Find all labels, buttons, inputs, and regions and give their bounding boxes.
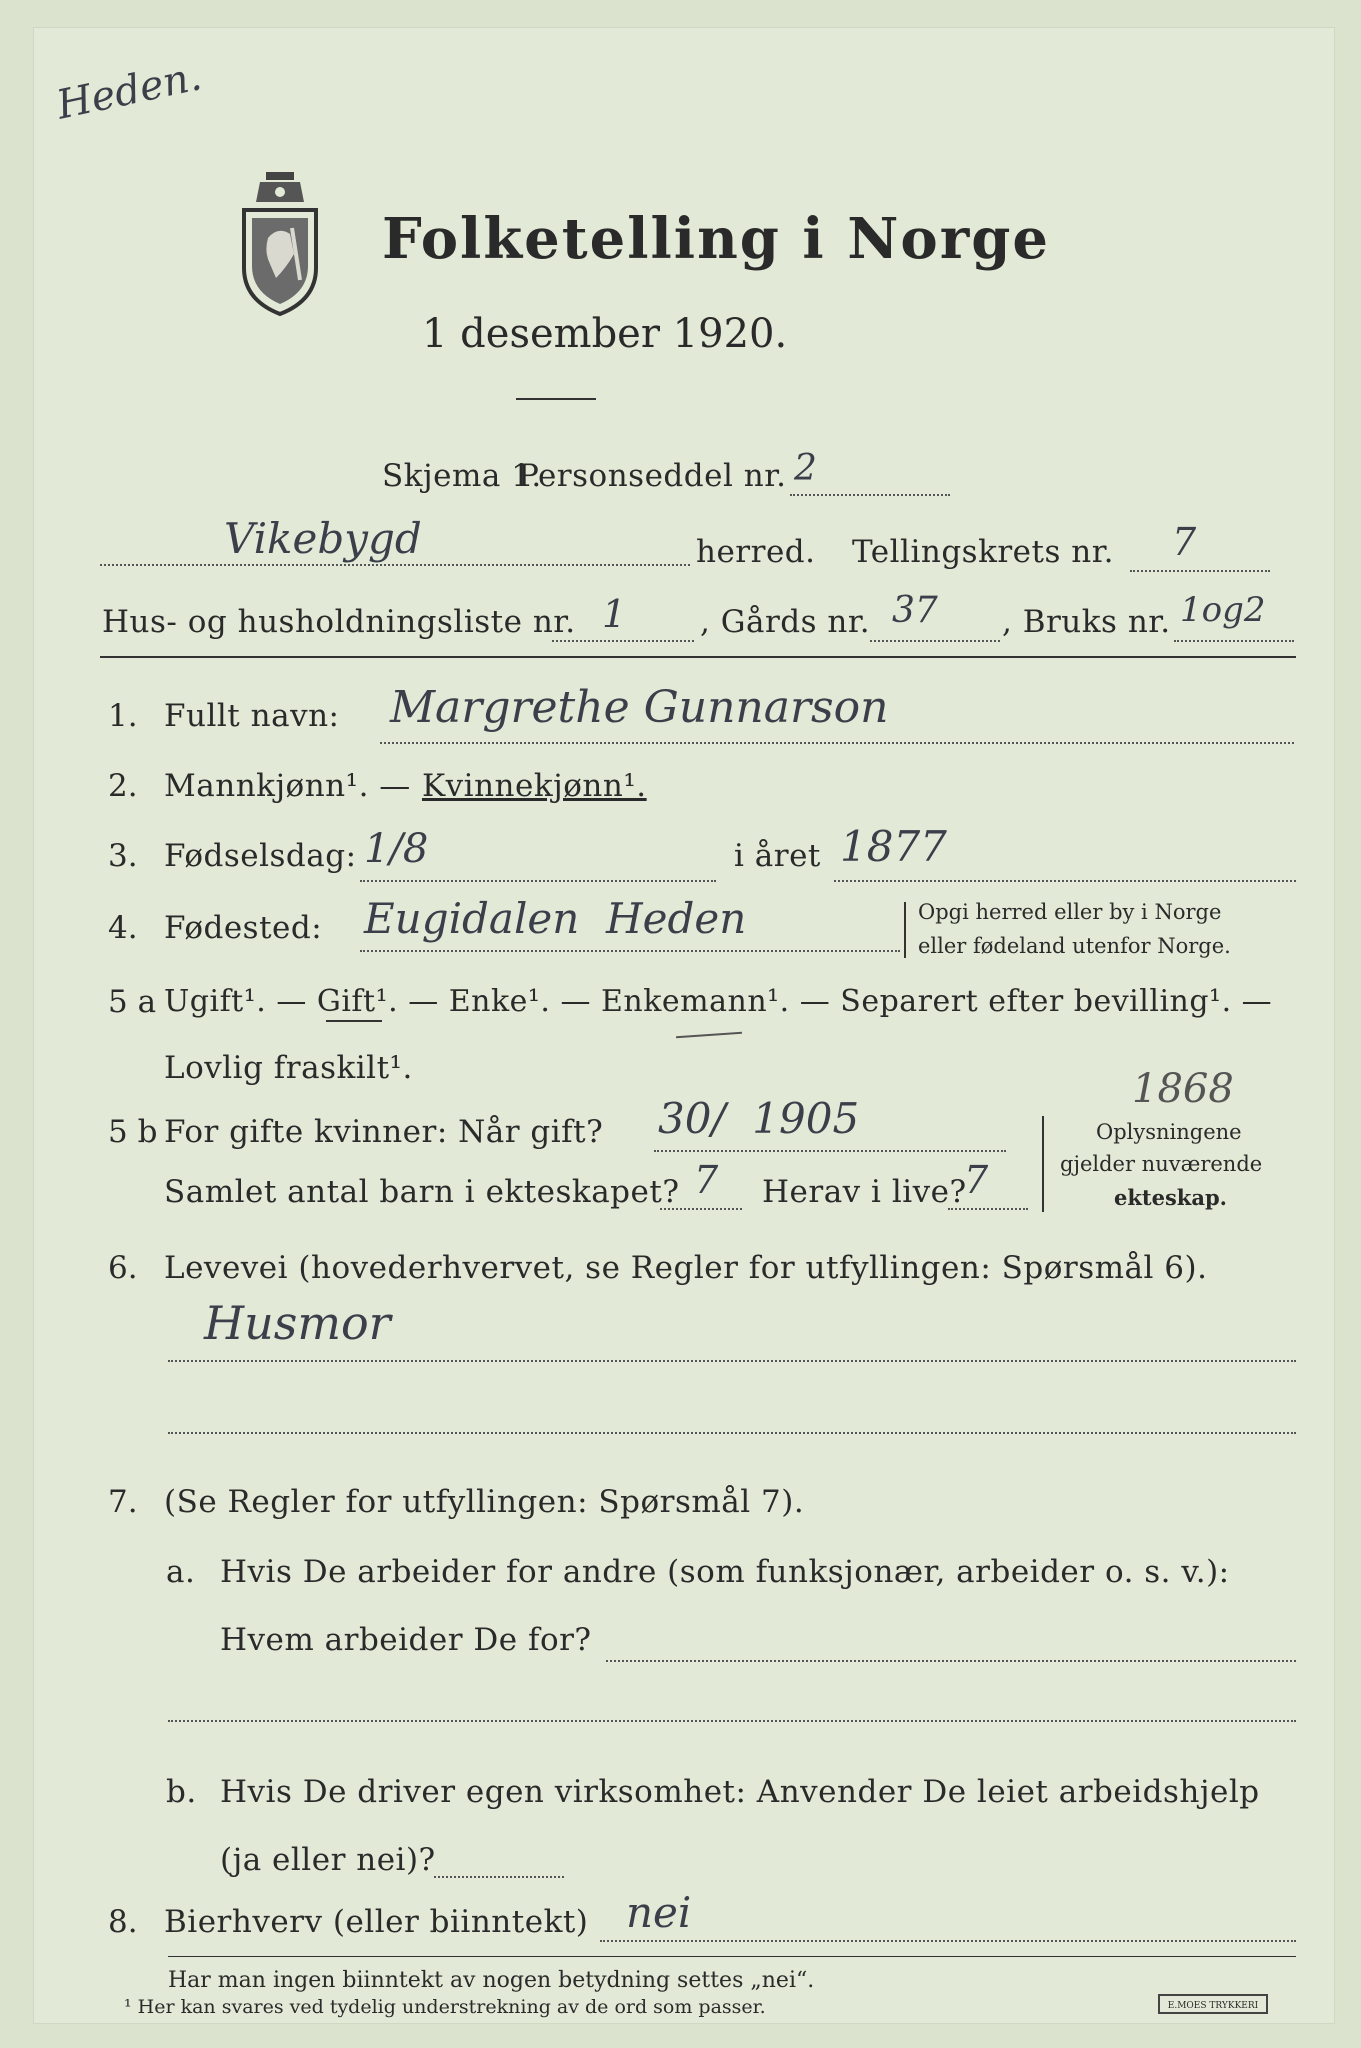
q7-number: 7. — [108, 1484, 138, 1520]
year-label: i året — [734, 838, 821, 874]
q2-number: 2. — [108, 768, 138, 804]
employer-line1 — [606, 1660, 1296, 1662]
form-title: Folketelling i Norge — [382, 206, 1051, 272]
bruks-line — [1174, 640, 1294, 642]
bruks-label: , Bruks nr. — [1002, 604, 1171, 640]
married-label: For gifte kvinner: Når gift? — [164, 1114, 604, 1150]
gift-underline — [326, 1020, 382, 1022]
occupation-line1 — [168, 1360, 1296, 1362]
alive-value[interactable]: 7 — [964, 1158, 989, 1202]
birth-year-value[interactable]: 1877 — [840, 822, 947, 871]
q5b-note-line3: ekteskap. — [1114, 1185, 1227, 1210]
q5a-number: 5 a — [108, 984, 157, 1020]
printer-stamp: E.MOES TRYKKERI — [1158, 1994, 1268, 2014]
children-line — [660, 1208, 742, 1210]
personseddel-value[interactable]: 2 — [794, 448, 817, 489]
q7a-letter: a. — [166, 1554, 196, 1590]
side-income-line — [600, 1940, 1296, 1942]
personseddel-line — [790, 494, 950, 496]
birthplace-value[interactable]: Eugidalen Heden — [364, 894, 747, 943]
gards-label: , Gårds nr. — [700, 604, 871, 640]
footer-divider — [168, 1956, 1296, 1957]
married-date-line — [654, 1150, 1006, 1152]
alive-line — [948, 1208, 1028, 1210]
skjema-label: Skjema 1. — [382, 458, 542, 494]
q8-number: 8. — [108, 1904, 138, 1940]
female-option[interactable]: Kvinnekjønn¹. — [422, 768, 647, 804]
q7a-line1: Hvis De arbeider for andre (som funksjonær, arbeider o. s. v.): — [220, 1554, 1230, 1590]
q3-label: Fødselsdag: — [164, 838, 357, 874]
alive-label: Herav i live? — [762, 1174, 967, 1210]
q6-number: 6. — [108, 1250, 138, 1286]
q7b-letter: b. — [166, 1774, 197, 1810]
birthplace-line — [360, 950, 900, 952]
children-value[interactable]: 7 — [694, 1158, 719, 1202]
q4-label: Fødested: — [164, 910, 323, 946]
hus-label: Hus- og husholdningsliste nr. — [102, 604, 576, 640]
q7b-line1: Hvis De driver egen virksomhet: Anvender De leiet arbeidshjelp — [220, 1774, 1260, 1810]
birthday-value[interactable]: 1/8 — [364, 826, 429, 872]
tellingskrets-label: Tellingskrets nr. — [852, 534, 1114, 570]
hired-help-line — [434, 1876, 564, 1878]
title-divider — [516, 398, 596, 400]
birthday-line — [360, 880, 716, 882]
full-name-line — [380, 742, 1294, 744]
q3-number: 3. — [108, 838, 138, 874]
q1-number: 1. — [108, 698, 138, 734]
tellingskrets-value[interactable]: 7 — [1172, 520, 1197, 564]
q5b-note-line1: Oplysningene — [1096, 1120, 1242, 1144]
q7a-line2: Hvem arbeider De for? — [220, 1622, 592, 1658]
bruks-value[interactable]: 1og2 — [1180, 590, 1266, 630]
birthplace-note-line2: eller fødeland utenfor Norge. — [918, 934, 1231, 958]
male-option[interactable]: Mannkjønn¹. — — [164, 768, 411, 804]
full-name-value[interactable]: Margrethe Gunnarson — [390, 682, 889, 733]
marital-status-divorced[interactable]: Lovlig fraskilt¹. — [164, 1050, 413, 1086]
footer-note: Har man ingen biinntekt av nogen betydning settes „nei“. — [168, 1968, 815, 1993]
married-year-note: 1868 — [1132, 1066, 1234, 1112]
corner-note: Heden. — [52, 53, 206, 129]
married-date-value[interactable]: 30/ 1905 — [658, 1094, 860, 1143]
footnote: ¹ Her kan svares ved tydelig understrekning av de ord som passer. — [124, 1996, 766, 2018]
q7b-line2: (ja eller nei)? — [220, 1842, 436, 1878]
children-label: Samlet antal barn i ekteskapet? — [164, 1174, 680, 1210]
occupation-value[interactable]: Husmor — [204, 1296, 391, 1350]
census-form — [34, 28, 1334, 2023]
q6-label: Levevei (hovederhvervet, se Regler for utfyllingen: Spørsmål 6). — [164, 1250, 1208, 1286]
herred-label: herred. — [696, 534, 816, 570]
q1-label: Fullt navn: — [164, 698, 340, 734]
personseddel-label: Personseddel nr. — [518, 458, 787, 494]
q5b-number: 5 b — [108, 1114, 158, 1150]
marital-status-options[interactable]: Ugift¹. — Gift¹. — Enke¹. — Enkemann¹. — Separert efter bevilling¹. — — [164, 984, 1273, 1019]
herred-value[interactable]: Vikebygd — [224, 514, 422, 563]
q5b-note-line2: gjelder nuværende — [1060, 1152, 1263, 1176]
side-income-value[interactable]: nei — [626, 1888, 692, 1937]
q4-bracket — [904, 902, 916, 958]
hus-value[interactable]: 1 — [602, 592, 627, 636]
q4-number: 4. — [108, 910, 138, 946]
q7-label: (Se Regler for utfyllingen: Spørsmål 7). — [164, 1484, 805, 1520]
coat-of-arms-icon — [230, 168, 330, 318]
gards-line — [870, 640, 1000, 642]
handwritten-stroke — [676, 1032, 742, 1039]
birthplace-note-line1: Opgi herred eller by i Norge — [918, 900, 1222, 924]
employer-line2 — [168, 1720, 1296, 1722]
tellingskrets-line — [1130, 570, 1270, 572]
herred-line — [100, 564, 690, 566]
hus-line — [552, 640, 694, 642]
occupation-line2 — [168, 1432, 1296, 1434]
gards-value[interactable]: 37 — [892, 590, 938, 631]
census-date: 1 desember 1920. — [422, 311, 788, 357]
q8-label: Bierhverv (eller biinntekt) — [164, 1904, 589, 1940]
birth-year-line — [834, 880, 1296, 882]
q5b-bracket — [1042, 1116, 1054, 1212]
header-divider — [100, 656, 1296, 658]
